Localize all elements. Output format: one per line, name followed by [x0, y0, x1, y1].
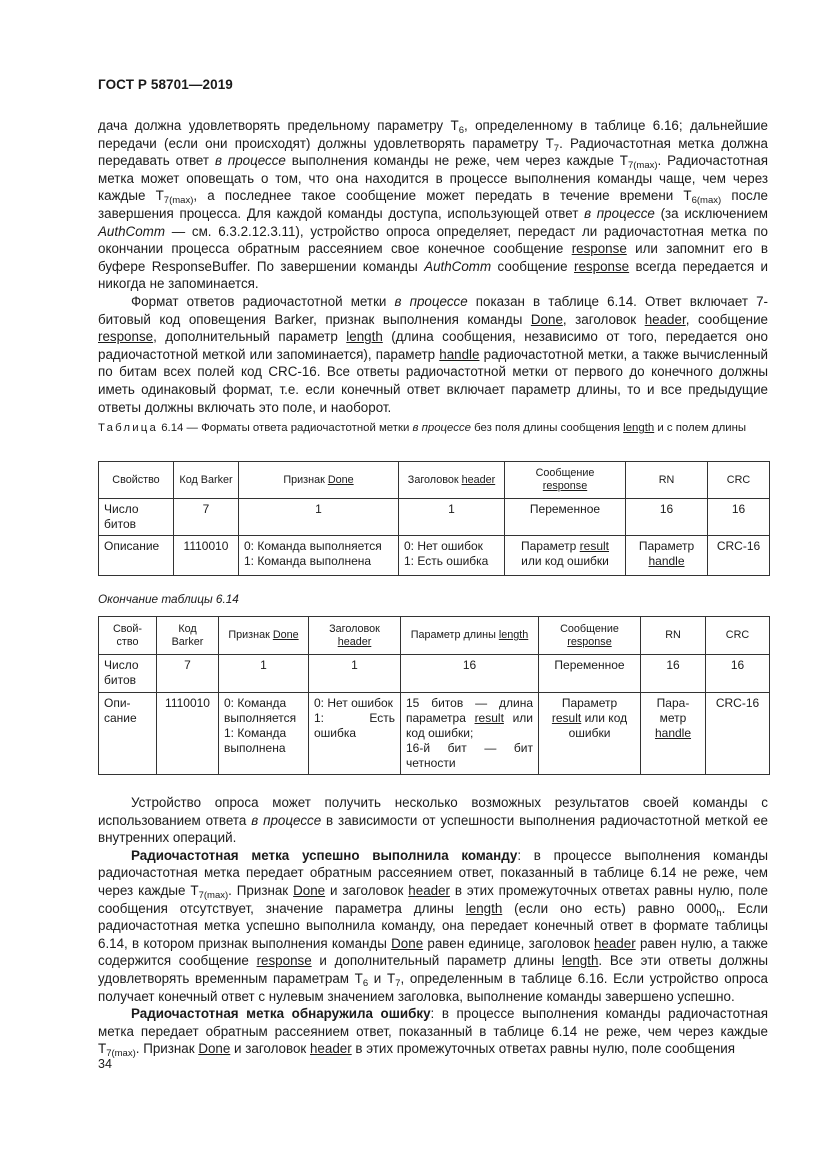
table-cell: Переменное: [539, 655, 641, 693]
table-cell: Параметр handle: [626, 536, 708, 576]
table-cell: Параметр result или код ошибки: [505, 536, 626, 576]
page-number: 34: [98, 1057, 112, 1071]
header-cell: CRC: [706, 617, 770, 655]
table-cell: 0: Нет ошибок 1: Есть ошибка: [309, 693, 401, 775]
table-6-14: [98, 461, 770, 576]
header-cell: Признак Done: [219, 617, 309, 655]
table-cell: 16: [401, 655, 539, 693]
table-cell: Параметр result или код ошибки: [539, 693, 641, 775]
paragraph-4: Радиочастотная метка успешно выполнила команду: в процессе выполнения команды радиочастотная метка передает обратным рассеянием ответ, показанный в таблице 6.14 не реже, чем через каждые $T_{7(max)}$. Признак Done и заголовок header в этих промежуточных ответах равны нулю, поле сообщения отсутствует, значение параметра длины length (если оно есть) равно $0000_h$. Если радиочастотная метка успешно выполнила команду, она передает конечный ответ в формате таблицы 6.14, в котором признак выполнения команды Done равен единице, заголовок header равен нулю, а также содержится сообщение response и дополнительный параметр длины length. Все эти ответы должны удовлетворять временным параметрам $T_6$ и $T_7$, определенным в таблице 6.16. Если устройство опроса получает конечный ответ с нулевым значением заголовка, выполнение команды завершено успешно.: [98, 847, 769, 1004]
table-cell: 0: Команда выполняется 1: Команда выполнена: [219, 693, 309, 775]
table-cell: Описание: [99, 536, 174, 576]
table-cell: CRC-16: [708, 536, 770, 576]
table-cell: 7: [157, 655, 219, 693]
table-row-bits: [99, 499, 770, 536]
header-cell: Свойство: [99, 462, 174, 499]
table-cell: 1: [309, 655, 401, 693]
paragraph-1: дача должна удовлетворять предельному параметру $T_6$, определенному в таблице 6.16; дальнейшие передачи (если они происходят) должны удовлетворять параметру $T_7$. Радиочастотная метка должна передавать ответ в процессе выполнения команды не реже, чем через каждые $T_{7(max)}$. Радиочастотная метка может оповещать о том, что она находится в процессе выполнения команды чаще, чем через каждые $T_{7(max)}$, а последнее такое сообщение может передать в течение времени $T_{6(max)}$ после завершения процесса. Для каждой команды доступа, использующей ответ в процессе (за исключением AuthComm — см. 6.3.2.12.3.11), устройство опроса определяет, передаст ли радиочастотная метка по окончании процесса обратным рассеянием свое конечное сообщение response или запомнит его в буфере ResponseBuffer. По завершении команды AuthComm сообщение response всегда передается и никогда не запоминается.: [98, 118, 769, 292]
table-6-14-caption: Таблица 6.14 — Форматы ответа радиочастотной метки в процессе без поля длины сообщения length и с полем длины: [98, 422, 747, 434]
header-cell: Код Barker: [174, 462, 239, 499]
paragraph-3: Устройство опроса может получить несколько возможных результатов своей команды с использованием ответа в процессе в зависимости от успешности выполнения радиочастотной меткой ее внутренних операций.: [98, 795, 768, 846]
table-row-bits: [99, 655, 770, 693]
header-cell: Сообщение response: [505, 462, 626, 499]
document-header: ГОСТ Р 58701—2019: [98, 77, 233, 92]
table-cell: 16: [626, 499, 708, 536]
table-6-14-continued: [98, 616, 770, 775]
header-cell: Признак Done: [239, 462, 399, 499]
header-cell: Код Barker: [157, 617, 219, 655]
header-cell: Свой- ство: [99, 617, 157, 655]
table-cell: Пара- метр handle: [641, 693, 706, 775]
table-cell: 0: Нет ошибок 1: Есть ошибка: [399, 536, 505, 576]
table-cell: 1: [219, 655, 309, 693]
header-cell: CRC: [708, 462, 770, 499]
header-cell: RN: [641, 617, 706, 655]
paragraph-2: Формат ответов радиочастотной метки в процессе показан в таблице 6.14. Ответ включает 7-битовый код оповещения Barker, признак выполнения команды Done, заголовок header, сообщение response, дополнительный параметр length (длина сообщения, независимо от того, передается оно радиочастотной меткой или запоминается), параметр handle радиочастотной метки, а также вычисленный по битам всех полей код CRC-16. Все ответы радиочастотной метки от первого до конечного должны иметь одинаковый формат, т.е. если конечный ответ включает параметр длины, то и все предыдущие ответы должны включать это поле, и наоборот.: [98, 293, 768, 415]
table-cell: 1: [399, 499, 505, 536]
header-cell: Заголовок header: [399, 462, 505, 499]
table-cell: Опи- сание: [99, 693, 157, 775]
body-text-bottom: [98, 794, 768, 1058]
table-cell: 7: [174, 499, 239, 536]
table-cell: 1110010: [174, 536, 239, 576]
table-row-description: [99, 536, 770, 576]
header-cell: Параметр длины length: [401, 617, 539, 655]
paragraph-5: Радиочастотная метка обнаружила ошибку: в процессе выполнения команды радиочастотная метка передает обратным рассеянием ответ, показанный в таблице 6.14 не реже, чем через каждые $T_{7(max)}$. Признак Done и заголовок header в этих промежуточных ответах равны нулю, поле сообщения: [98, 1006, 768, 1060]
table-cell: 16: [708, 499, 770, 536]
table-cell: 16: [706, 655, 770, 693]
header-cell: Сообщение response: [539, 617, 641, 655]
header-cell: RN: [626, 462, 708, 499]
table-cell: 1110010: [157, 693, 219, 775]
header-cell: Заголовок header: [309, 617, 401, 655]
table-cell: 0: Команда выполняется 1: Команда выполнена: [239, 536, 399, 576]
table-cell: CRC-16: [706, 693, 770, 775]
table-cell: 1: [239, 499, 399, 536]
body-text-top: [98, 117, 768, 416]
table-header-row: [99, 462, 770, 499]
table-cell: Переменное: [505, 499, 626, 536]
table-cell: 16: [641, 655, 706, 693]
table-cell: 15 битов — длина параметра result или код ошибки; 16-й бит — бит четности: [401, 693, 539, 775]
table-continuation-caption: Окончание таблицы 6.14: [98, 592, 239, 606]
table-header-row: [99, 617, 770, 655]
table-row-description: [99, 693, 770, 775]
table-cell: Число битов: [99, 655, 157, 693]
table-cell: Число битов: [99, 499, 174, 536]
